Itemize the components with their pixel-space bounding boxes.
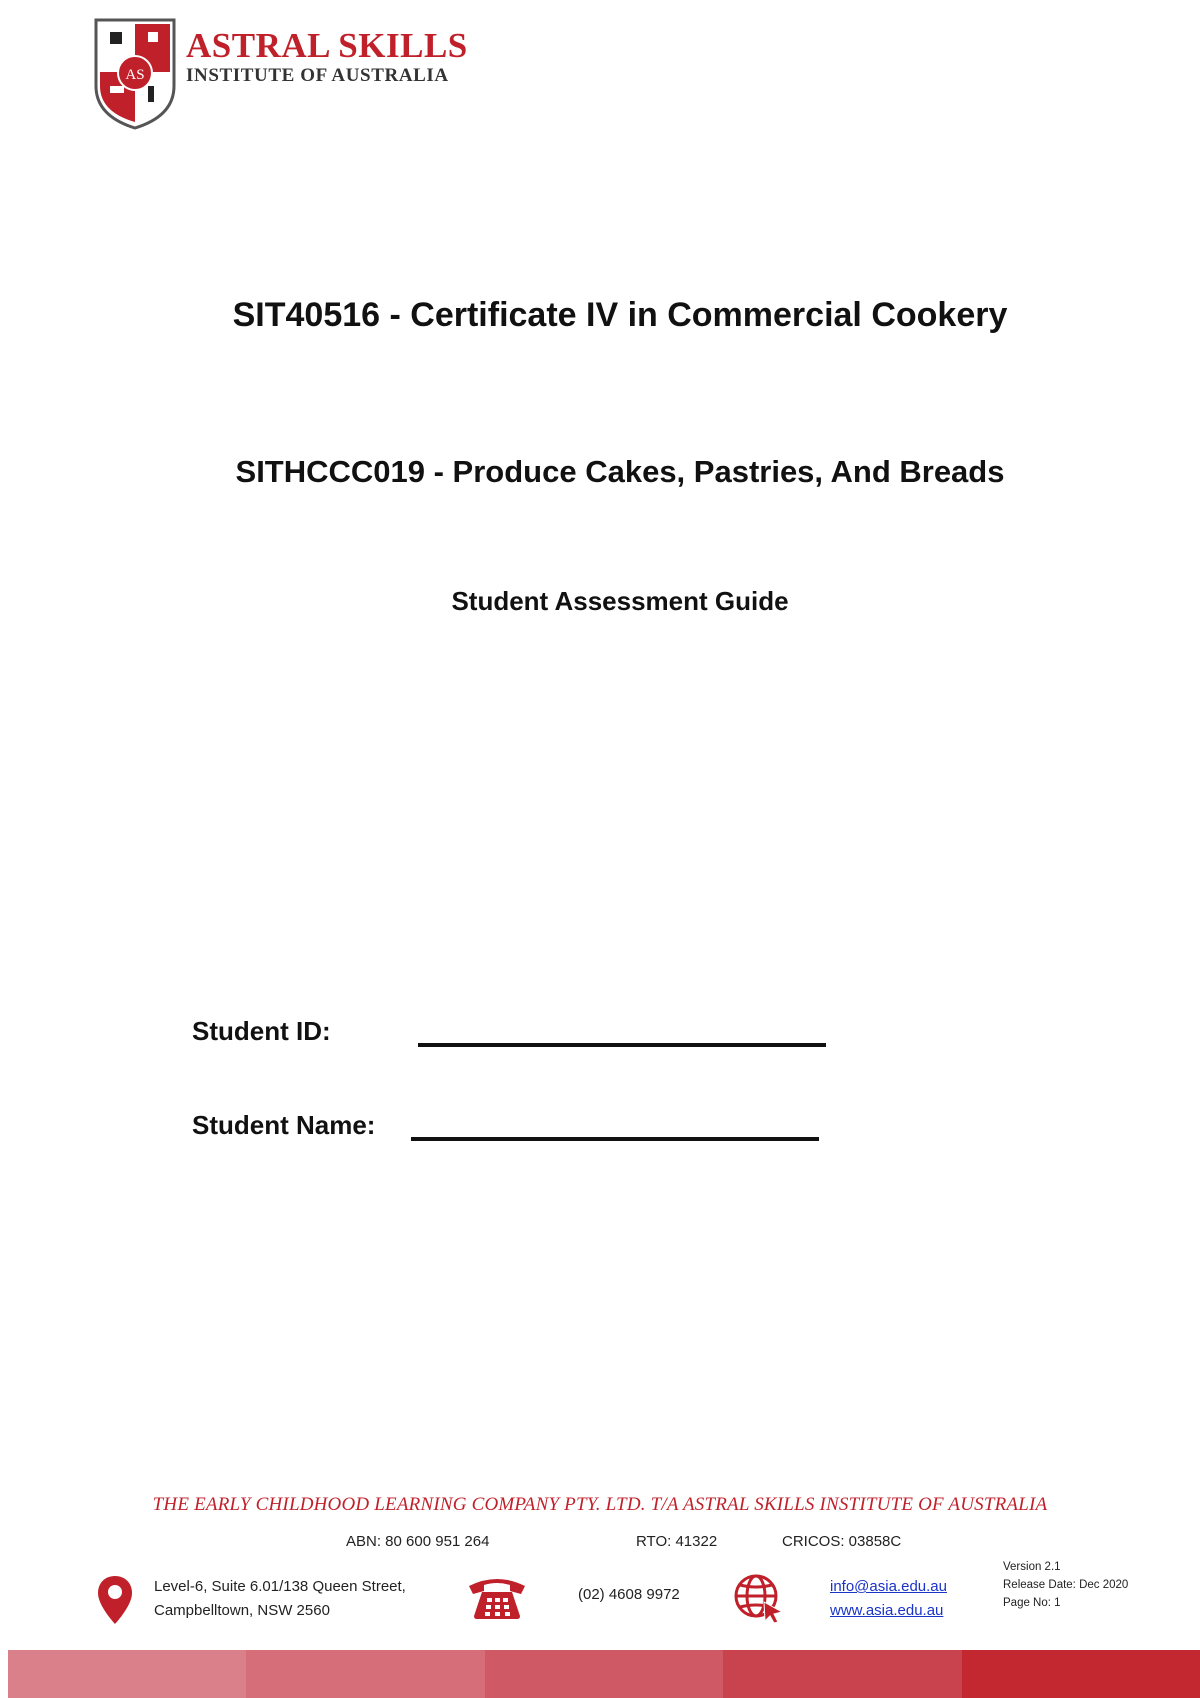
unit-title: SITHCCC019 - Produce Cakes, Pastries, And Breads — [235, 454, 1005, 489]
bottom-color-band — [8, 1650, 1200, 1698]
logo-name: ASTRAL SKILLS — [186, 26, 468, 65]
student-id-line[interactable] — [418, 1043, 826, 1047]
band-segment — [723, 1650, 961, 1698]
student-name-label: Student Name: — [192, 1110, 376, 1140]
release-date-text: Release Date: Dec 2020 — [1003, 1579, 1129, 1591]
email-link[interactable]: info@asia.edu.au — [830, 1578, 947, 1595]
telephone-icon — [466, 1574, 528, 1620]
location-pin-icon — [96, 1574, 134, 1626]
company-name: THE EARLY CHILDHOOD LEARNING COMPANY PTY. LTD. T/A ASTRAL SKILLS INSTITUTE OF AUSTRALIA — [152, 1494, 1048, 1515]
student-name-line[interactable] — [411, 1137, 819, 1141]
abn-text: ABN: 80 600 951 264 — [346, 1533, 490, 1550]
qualification-title: SIT40516 - Certificate IV in Commercial Cookery — [232, 296, 1008, 334]
globe-cursor-icon — [732, 1572, 784, 1624]
band-segment — [962, 1650, 1200, 1698]
cricos-text: CRICOS: 03858C — [782, 1533, 902, 1550]
page-number-text: Page No: 1 — [1003, 1597, 1061, 1609]
logo-subtitle: INSTITUTE OF AUSTRALIA — [186, 65, 449, 86]
version-text: Version 2.1 — [1003, 1561, 1061, 1573]
band-segment — [246, 1650, 484, 1698]
phone-number: (02) 4608 9972 — [578, 1586, 680, 1603]
student-id-label: Student ID: — [192, 1016, 331, 1046]
website-link[interactable]: www.asia.edu.au — [830, 1602, 944, 1619]
rto-text: RTO: 41322 — [636, 1533, 718, 1550]
address-line-2: Campbelltown, NSW 2560 — [154, 1602, 330, 1619]
address-line-1: Level-6, Suite 6.01/138 Queen Street, — [154, 1578, 406, 1595]
guide-title: Student Assessment Guide — [451, 586, 789, 616]
band-segment — [485, 1650, 723, 1698]
band-segment — [8, 1650, 246, 1698]
logo-shield-icon — [92, 16, 178, 131]
svg-text:AS: AS — [125, 67, 145, 83]
